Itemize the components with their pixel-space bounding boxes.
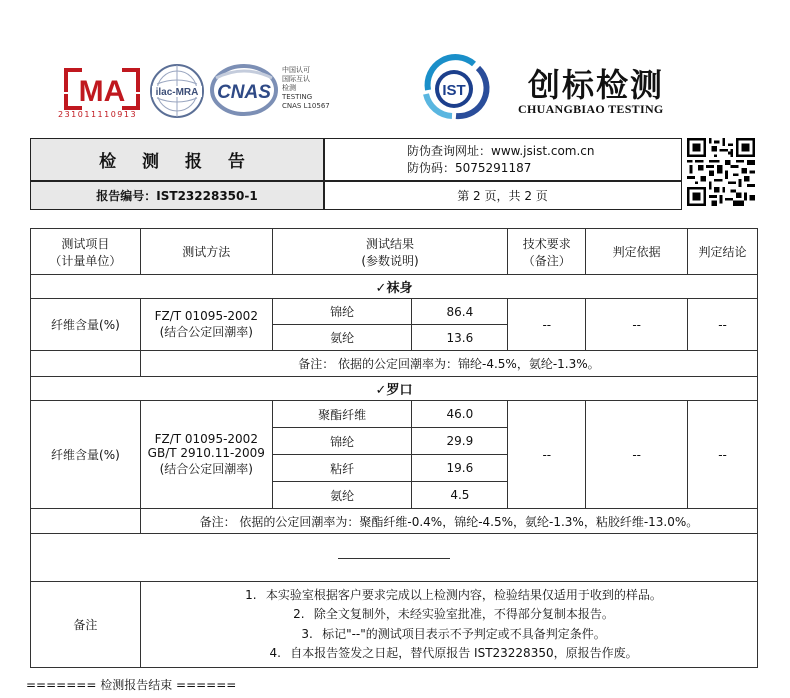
page-indicator: 第 2 页，共 2 页 <box>457 188 548 203</box>
fiber-name: 粘纤 <box>272 455 412 482</box>
moisture-regain-note: 备注： 依据的公定回潮率为：锦纶-4.5%，氨纶-1.3%。 <box>140 351 757 377</box>
header-test-item: 测试项目 （计量单位） <box>31 229 141 275</box>
report-end-marker: ======= 检测报告结束 ====== <box>26 678 237 692</box>
test-item: 纤维含量(%) <box>31 299 141 351</box>
blank-row <box>31 534 758 582</box>
report-title: 检 测 报 告 <box>31 139 323 180</box>
list-item: 4. 自本报告签发之日起，替代原报告 IST23228350，原报告作废。 <box>269 646 638 660</box>
cma-code: 231011110913 <box>58 110 138 119</box>
fiber-value: 4.5 <box>412 482 508 509</box>
fiber-name: 聚酯纤维 <box>272 401 412 428</box>
list-item: 1. 本实验室根据客户要求完成以上检测内容，检验结果仅适用于收到的样品。 <box>245 587 662 602</box>
report-number: 报告编号：IST23228350-1 <box>31 181 323 209</box>
results-table <box>30 228 758 668</box>
note-row <box>31 351 758 377</box>
judgment-basis: -- <box>586 401 688 509</box>
cnas-info-line: 中国认可 <box>282 66 310 74</box>
fiber-value: 86.4 <box>412 299 508 325</box>
moisture-regain-note: 备注： 依据的公定回潮率为：聚酯纤维-0.4%，锦纶-4.5%，氨纶-1.3%，粘胶纤维-13.0%。 <box>140 509 757 534</box>
qr-code[interactable] <box>687 138 755 206</box>
note-row <box>31 509 758 534</box>
judgment-conclusion: -- <box>688 401 758 509</box>
cnas-info-line: 国际互认 <box>282 75 310 83</box>
remarks-label: 备注 <box>31 582 141 668</box>
header-judgment-conclusion: 判定结论 <box>688 229 758 275</box>
cnas-accreditation-text <box>282 66 330 111</box>
brand-name: 创标检测 <box>528 66 665 104</box>
ist-logo <box>416 50 496 122</box>
brand-english-name: CHUANGBIAO TESTING <box>518 102 664 116</box>
ist-logo-text: IST <box>442 82 466 99</box>
fiber-value: 46.0 <box>412 401 508 428</box>
technical-requirement: -- <box>508 401 586 509</box>
anti-counterfeit-info <box>325 139 680 180</box>
header-technical-requirement: 技术要求 （备注） <box>508 229 586 275</box>
end-divider <box>31 534 758 582</box>
test-item: 纤维含量(%) <box>31 401 141 509</box>
fiber-name: 锦纶 <box>272 428 412 455</box>
fiber-name: 锦纶 <box>272 299 412 325</box>
cma-logo-text: MA <box>78 75 126 108</box>
section-title-sock-body: ✓袜身 <box>31 275 758 299</box>
test-method: FZ/T 01095-2002 GB/T 2910.11-2009 (结合公定回潮率) <box>140 401 272 509</box>
table-header-row <box>31 229 758 275</box>
verification-code: 防伪码：5075291187 <box>407 160 532 175</box>
cnas-logo <box>208 62 280 118</box>
ilac-logo-text: ilac-MRA <box>155 87 199 98</box>
ilac-mra-logo <box>148 62 206 120</box>
cnas-info-line: TESTING <box>282 93 313 101</box>
table-row <box>31 299 758 325</box>
list-item: 3. 标记"--"的测试项目表示不予判定或不具备判定条件。 <box>301 626 606 641</box>
header-test-method: 测试方法 <box>140 229 272 275</box>
judgment-conclusion: -- <box>688 299 758 351</box>
technical-requirement: -- <box>508 299 586 351</box>
test-method: FZ/T 01095-2002 (结合公定回潮率) <box>140 299 272 351</box>
cnas-logo-text: CNAS <box>217 82 271 103</box>
remarks-list <box>140 582 757 668</box>
fiber-name: 氨纶 <box>272 482 412 509</box>
section-title-cuff: ✓罗口 <box>31 377 758 401</box>
fiber-value: 13.6 <box>412 325 508 351</box>
fiber-name: 氨纶 <box>272 325 412 351</box>
report-header <box>30 138 682 210</box>
cnas-info-line: CNAS L10567 <box>282 102 330 110</box>
fiber-value: 29.9 <box>412 428 508 455</box>
fiber-value: 19.6 <box>412 455 508 482</box>
table-row <box>31 401 758 428</box>
list-item: 2. 除全文复制外，未经实验室批准，不得部分复制本报告。 <box>293 607 614 621</box>
cnas-info-line: 检测 <box>282 84 296 92</box>
section-row <box>31 377 758 401</box>
remarks-row <box>31 582 758 668</box>
header-judgment-basis: 判定依据 <box>586 229 688 275</box>
verification-url[interactable]: 防伪查询网址：www.jsist.com.cn <box>407 143 595 158</box>
judgment-basis: -- <box>586 299 688 351</box>
section-row <box>31 275 758 299</box>
header-test-result: 测试结果 (参数说明) <box>272 229 508 275</box>
